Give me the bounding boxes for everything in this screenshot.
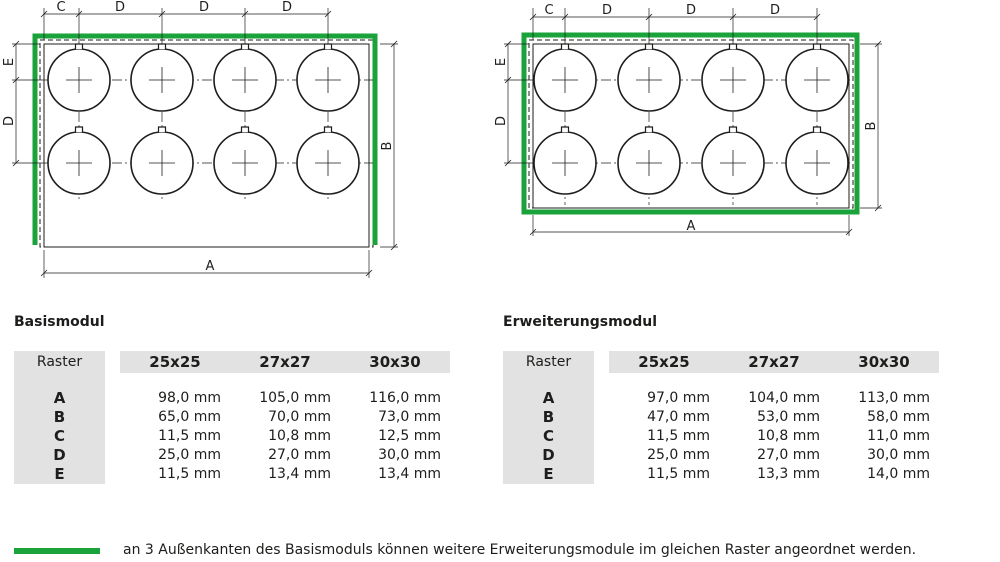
table-cell: 98,0 mm [158, 390, 221, 406]
table-cell: 53,0 mm [757, 409, 820, 425]
basis-dim-d-label: D [281, 0, 293, 15]
table-cell: 105,0 mm [259, 390, 331, 406]
extension-spec-table [503, 351, 939, 484]
table-cell: 13,3 mm [757, 466, 820, 482]
row-key: B [503, 408, 594, 427]
extension-hole [786, 127, 848, 194]
basis-hole [131, 44, 193, 111]
legend [14, 540, 974, 562]
table-cell: 11,0 mm [867, 428, 930, 444]
raster-header: Raster [503, 351, 594, 373]
table-cell: 104,0 mm [748, 390, 820, 406]
basis-hole [297, 127, 359, 194]
table-header-row [503, 351, 939, 373]
basis-dim-a-label: A [205, 259, 215, 274]
table-cell: 27,0 mm [268, 447, 331, 463]
table-cell: 30,0 mm [867, 447, 930, 463]
row-key: D [14, 446, 105, 465]
column-header: 30x30 [829, 351, 939, 373]
table-row [14, 446, 450, 465]
table-row [14, 408, 450, 427]
header-gap [594, 351, 609, 373]
table-row [503, 465, 939, 484]
table-cell: 47,0 mm [647, 409, 710, 425]
basis-dim-d-label: D [114, 0, 126, 15]
table-cell: 116,0 mm [369, 390, 441, 406]
row-key: E [503, 465, 594, 484]
basis-module-drawing [2, 0, 398, 278]
table-cell: 11,5 mm [647, 428, 710, 444]
spacer-row [14, 373, 450, 389]
extension-dim-b-label: B [864, 121, 879, 131]
basis-table-block [14, 312, 450, 484]
legend-text: an 3 Außenkanten des Basismoduls können weitere Erweiterungsmodule im gleichen Raster angeordnet werden. [123, 542, 917, 558]
table-cell: 11,5 mm [158, 428, 221, 444]
row-key: B [14, 408, 105, 427]
extension-hole [534, 127, 596, 194]
basis-dim-d-label: D [198, 0, 210, 15]
column-header: 27x27 [719, 351, 829, 373]
extension-dim-d-label: D [769, 3, 781, 18]
column-header: 25x25 [120, 351, 230, 373]
basis-hole [214, 44, 276, 111]
row-key: A [503, 389, 594, 408]
row-key: C [14, 427, 105, 446]
table-row [14, 427, 450, 446]
table-row [503, 408, 939, 427]
table-cell: 27,0 mm [757, 447, 820, 463]
basis-dim-c-label: C [56, 0, 66, 15]
extension-table-block [503, 312, 939, 484]
basis-hole [48, 127, 110, 194]
extension-dimension-lines [504, 8, 882, 236]
table-cell: 10,8 mm [268, 428, 331, 444]
extension-dim-c-label: C [544, 3, 554, 18]
basis-spec-table [14, 351, 450, 484]
row-key: D [503, 446, 594, 465]
table-header-row [14, 351, 450, 373]
header-gap [105, 351, 120, 373]
extension-hole [702, 127, 764, 194]
table-cell: 65,0 mm [158, 409, 221, 425]
basis-hole [214, 127, 276, 194]
row-key: E [14, 465, 105, 484]
extension-dim-d-label: D [601, 3, 613, 18]
table-cell: 14,0 mm [867, 466, 930, 482]
basis-hole [131, 127, 193, 194]
extension-dim-d-label: D [685, 3, 697, 18]
extension-hole [618, 127, 680, 194]
raster-header: Raster [14, 351, 105, 373]
table-cell: 13,4 mm [378, 466, 441, 482]
table-row [503, 427, 939, 446]
table-row [14, 389, 450, 408]
extension-table-title: Erweiterungsmodul [503, 314, 658, 330]
basis-dim-e-label: E [2, 57, 17, 67]
table-row [503, 389, 939, 408]
legend-green-line [14, 548, 100, 554]
extension-hole [534, 44, 596, 111]
extension-dim-e-label: E [494, 57, 509, 67]
basis-dim-d-vertical-label: D [2, 115, 17, 127]
extension-hole [786, 44, 848, 111]
table-cell: 11,5 mm [647, 466, 710, 482]
table-cell: 11,5 mm [158, 466, 221, 482]
extension-dim-a-label: A [686, 219, 696, 234]
table-cell: 25,0 mm [158, 447, 221, 463]
extension-module-drawing [494, 3, 882, 236]
row-key: C [503, 427, 594, 446]
spacer-row [503, 373, 939, 389]
column-header: 30x30 [340, 351, 450, 373]
table-cell: 58,0 mm [867, 409, 930, 425]
table-cell: 10,8 mm [757, 428, 820, 444]
table-cell: 97,0 mm [647, 390, 710, 406]
row-key: A [14, 389, 105, 408]
extension-hole [702, 44, 764, 111]
basis-dim-b-label: B [380, 141, 395, 151]
table-cell: 12,5 mm [378, 428, 441, 444]
table-cell: 30,0 mm [378, 447, 441, 463]
table-cell: 73,0 mm [378, 409, 441, 425]
table-cell: 25,0 mm [647, 447, 710, 463]
basis-hole [297, 44, 359, 111]
column-header: 27x27 [230, 351, 340, 373]
extension-dim-d-vertical-label: D [494, 115, 509, 127]
column-header: 25x25 [609, 351, 719, 373]
table-row [503, 446, 939, 465]
table-cell: 113,0 mm [858, 390, 930, 406]
basis-table-title: Basismodul [14, 314, 105, 330]
table-cell: 13,4 mm [268, 466, 331, 482]
basis-hole [48, 44, 110, 111]
extension-hole [618, 44, 680, 111]
table-row [14, 465, 450, 484]
table-cell: 70,0 mm [268, 409, 331, 425]
